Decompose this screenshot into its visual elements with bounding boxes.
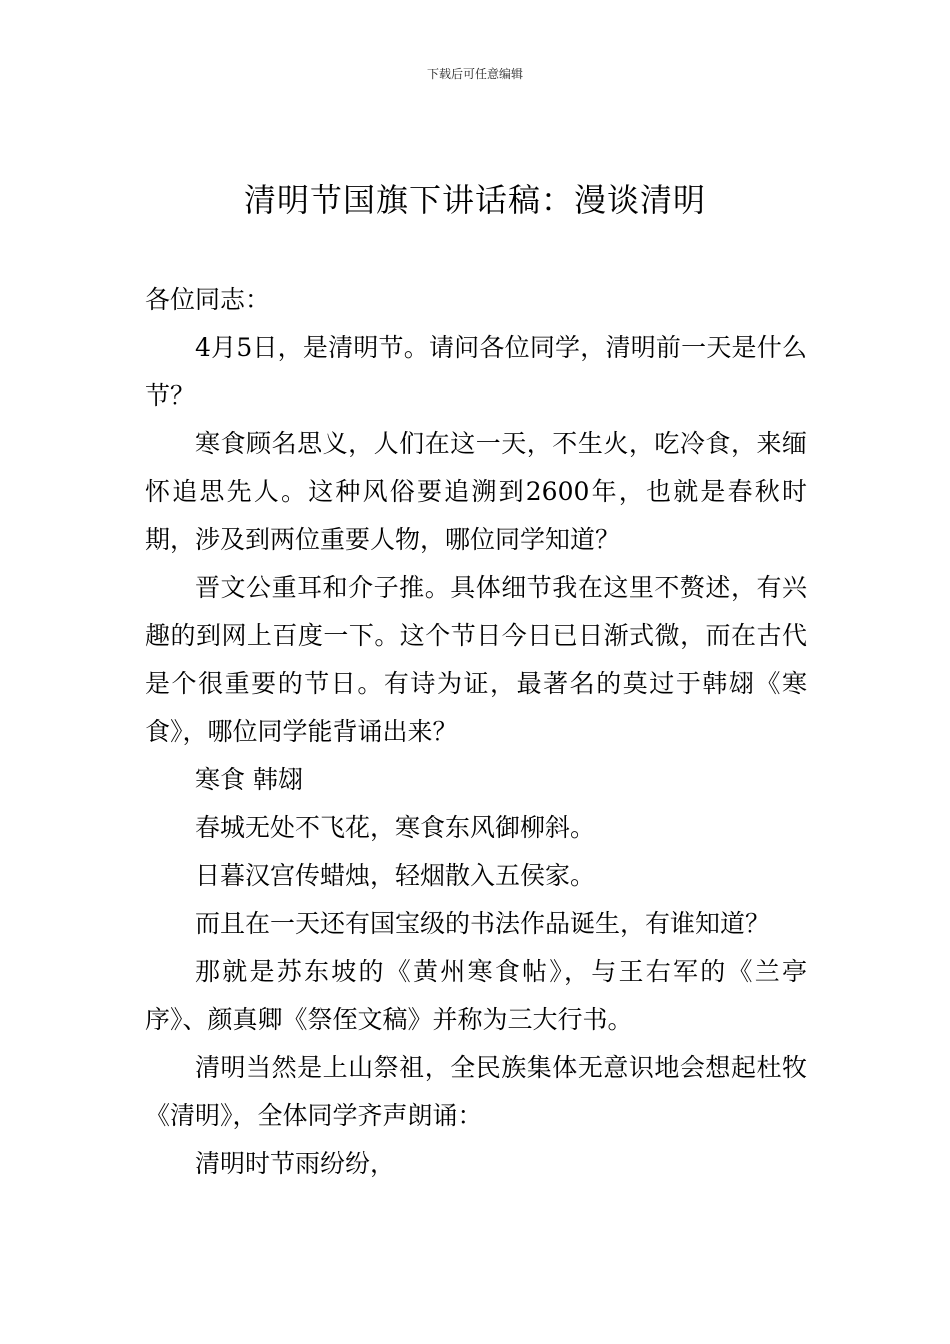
paragraph-jin-wengong: 晋文公重耳和介子推。具体细节我在这里不赘述，有兴趣的到网上百度一下。这个节日今日已日渐式微，而在古代是个很重要的节日。有诗为证，最著名的莫过于韩翃《寒食》，哪位同学能背诵出来？ — [145, 573, 807, 746]
header-note: 下载后可任意编辑 — [426, 67, 523, 81]
paragraph-date-question: 4月5日，是清明节。请问各位同学，清明前一天是什么节？ — [145, 333, 807, 410]
document-body — [145, 276, 807, 1188]
paragraph-qingming-recital: 清明当然是上山祭祖，全民族集体无意识地会想起杜牧《清明》，全体同学齐声朗诵： — [145, 1053, 807, 1130]
poem-line-2: 日暮汉宫传蜡烛，轻烟散入五侯家。 — [195, 861, 596, 890]
poem-line-1: 春城无处不飞花，寒食东风御柳斜。 — [195, 813, 596, 842]
poem-qingming-line-1: 清明时节雨纷纷， — [195, 1149, 396, 1178]
salutation: 各位同志： — [145, 285, 271, 314]
paragraph-calligraphy-question: 而且在一天还有国宝级的书法作品诞生，有谁知道？ — [195, 909, 771, 938]
paragraph-hanshi-origin: 寒食顾名思义，人们在这一天，不生火，吃冷食，来缅怀追思先人。这种风俗要追溯到2600年，也就是春秋时期，涉及到两位重要人物，哪位同学知道？ — [145, 429, 807, 554]
paragraph-calligraphy-answer: 那就是苏东坡的《黄州寒食帖》，与王右军的《兰亭序》、颜真卿《祭侄文稿》并称为三大行书。 — [145, 957, 807, 1034]
poem-title-line: 寒食 韩翃 — [195, 765, 303, 794]
document-title: 清明节国旗下讲话稿：漫谈清明 — [243, 181, 706, 219]
